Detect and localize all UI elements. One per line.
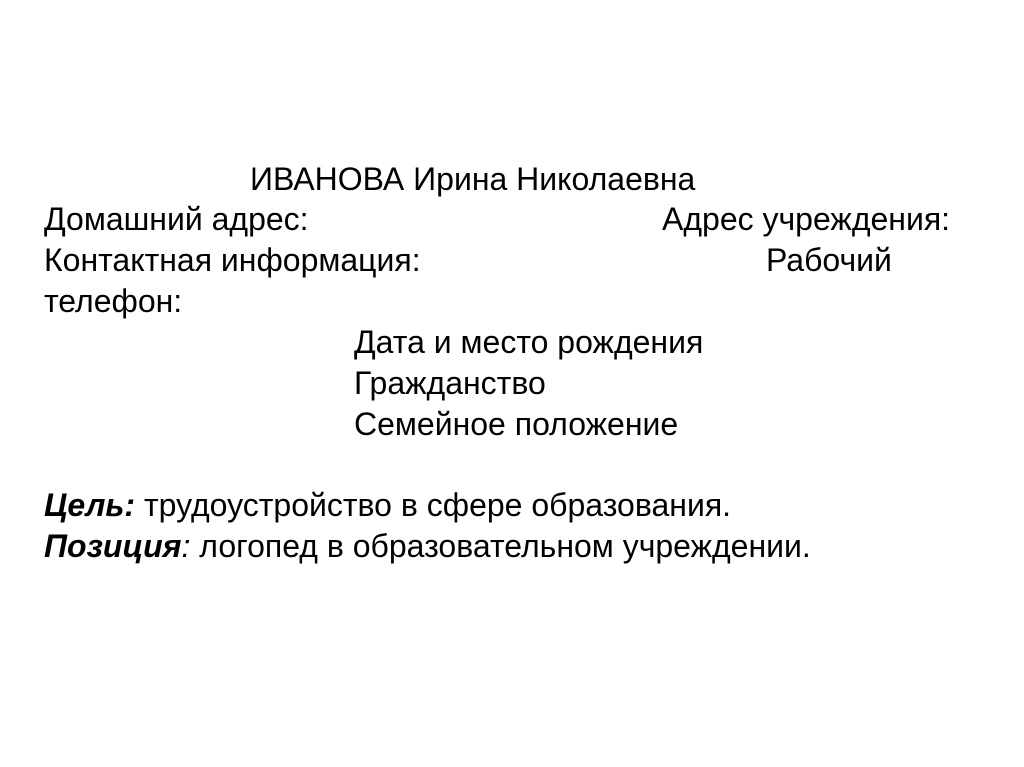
goal-label: Цель:	[44, 487, 136, 523]
citizenship-label: Гражданство	[354, 365, 546, 401]
contact-info-label: Контактная информация:	[44, 242, 421, 278]
birth-label: Дата и место рождения	[354, 324, 704, 360]
goal-line	[44, 485, 731, 525]
home-address-label: Домашний адрес:	[44, 201, 309, 237]
goal-text: трудоустройство в сфере образования.	[135, 487, 732, 523]
full-name: ИВАНОВА Ирина Николаевна	[250, 161, 696, 197]
work-phone-label-part1: Рабочий	[766, 242, 892, 278]
family-status-label: Семейное положение	[354, 406, 679, 442]
position-text: логопед в образовательном учреждении.	[190, 528, 811, 564]
work-phone-label-part2: телефон:	[44, 283, 183, 319]
org-address-label: Адрес учреждения:	[662, 201, 951, 237]
position-line	[44, 526, 811, 566]
position-colon: :	[181, 528, 191, 564]
position-label: Позиция	[44, 528, 182, 564]
